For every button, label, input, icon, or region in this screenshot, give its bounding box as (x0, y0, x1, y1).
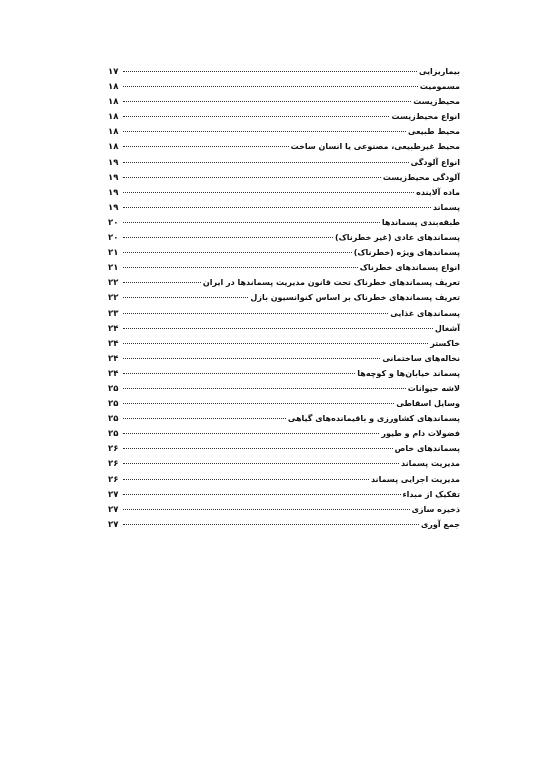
toc-entry-page: ۱۸ (108, 127, 119, 138)
toc-entry-page: ۲۷ (108, 489, 119, 500)
toc-dot-leader (123, 471, 369, 480)
toc-entry-title: انواع پسماندهای خطرناک (359, 263, 460, 273)
toc-entry[interactable] (108, 245, 460, 260)
toc-dot-leader (123, 501, 410, 510)
toc-dot-leader (123, 108, 389, 117)
toc-entry-page: ۲۶ (108, 474, 119, 485)
toc-entry-page: ۲۳ (108, 308, 119, 319)
toc-entry-title: طبقه‌بندی پسماندها (381, 217, 460, 227)
toc-dot-leader (123, 516, 419, 525)
toc-entry-page: ۲۴ (108, 338, 119, 349)
toc-entry[interactable] (108, 170, 460, 185)
toc-entry-page: ۲۵ (108, 383, 119, 394)
toc-entry[interactable] (108, 411, 460, 426)
toc-entry[interactable] (108, 502, 460, 517)
toc-dot-leader (123, 320, 433, 329)
toc-entry-page: ۲۰ (108, 233, 119, 244)
toc-dot-leader (123, 63, 417, 72)
toc-entry[interactable] (108, 94, 460, 109)
toc-entry-page: ۲۵ (108, 414, 119, 425)
toc-entry[interactable] (108, 124, 460, 139)
toc-entry-page: ۲۴ (108, 323, 119, 334)
toc-dot-leader (123, 305, 388, 314)
toc-dot-leader (123, 380, 406, 389)
toc-entry-page: ۱۹ (108, 172, 119, 183)
toc-entry-page: ۲۰ (108, 217, 119, 228)
toc-entry-page: ۲۷ (108, 504, 119, 515)
toc-entry[interactable] (108, 200, 460, 215)
toc-entry-title: تفکیک از مبداء (402, 489, 460, 499)
toc-dot-leader (123, 259, 358, 268)
toc-entry[interactable] (108, 79, 460, 94)
toc-entry[interactable] (108, 456, 460, 471)
toc-entry-title: تعریف پسماندهای خطرناک بر اساس کنوانسیون بازل (250, 293, 460, 303)
toc-entry[interactable] (108, 472, 460, 487)
toc-entry-title: بیماریزایی (418, 67, 460, 76)
toc-dot-leader (123, 410, 286, 419)
toc-entry[interactable] (108, 290, 460, 305)
toc-entry-page: ۱۸ (108, 142, 119, 153)
toc-entry[interactable] (108, 487, 460, 502)
toc-dot-leader (123, 365, 355, 374)
toc-entry-page: ۲۶ (108, 444, 119, 455)
toc-entry-title: پسماندهای خاص (394, 444, 460, 454)
toc-entry[interactable] (108, 139, 460, 154)
toc-entry[interactable] (108, 517, 460, 532)
toc-entry[interactable] (108, 306, 460, 321)
toc-entry[interactable] (108, 366, 460, 381)
toc-entry[interactable] (108, 155, 460, 170)
toc-entry-title: انواع محیط‌زیست (391, 112, 460, 122)
toc-dot-leader (123, 274, 201, 283)
toc-dot-leader (123, 244, 352, 253)
toc-entry[interactable] (108, 64, 460, 79)
toc-entry-title: پسماندهای ویژه (خطرناک) (353, 248, 460, 258)
toc-entry-page: ۱۸ (108, 82, 119, 93)
toc-entry-page: ۲۵ (108, 429, 119, 440)
toc-entry-title: وسایل اسقاطی (396, 399, 460, 409)
toc-dot-leader (123, 154, 409, 163)
toc-entry-page: ۱۸ (108, 97, 119, 108)
toc-dot-leader (123, 440, 393, 449)
toc-dot-leader (123, 350, 380, 359)
toc-entry-title: مسمومیت (419, 82, 460, 92)
toc-entry-title: ذخیره سازی (411, 504, 460, 514)
toc-entry[interactable] (108, 230, 460, 245)
toc-entry-title: فضولات دام و طیور (381, 429, 460, 439)
toc-entry-page: ۱۷ (108, 67, 119, 77)
toc-entry-page: ۲۷ (108, 519, 119, 530)
toc-entry-title: پسماندهای غذایی (390, 308, 460, 318)
toc-entry-page: ۲۱ (108, 248, 119, 259)
toc-dot-leader (123, 78, 418, 87)
toc-entry-title: محیط‌زیست (413, 97, 460, 107)
toc-entry-page: ۲۲ (108, 278, 119, 289)
table-of-contents (108, 64, 460, 532)
toc-entry[interactable] (108, 351, 460, 366)
toc-entry-title: ماده آلاینده (416, 187, 460, 197)
toc-entry-title: مدیریت پسماند (401, 459, 460, 469)
toc-entry[interactable] (108, 109, 460, 124)
toc-dot-leader (123, 335, 428, 344)
toc-dot-leader (123, 425, 379, 434)
toc-entry[interactable] (108, 260, 460, 275)
toc-entry[interactable] (108, 336, 460, 351)
toc-dot-leader (123, 199, 431, 208)
toc-entry-title: جمع آوری (420, 519, 460, 529)
toc-dot-leader (123, 229, 333, 238)
toc-entry-page: ۱۹ (108, 157, 119, 168)
toc-entry[interactable] (108, 215, 460, 230)
toc-dot-leader (123, 169, 381, 178)
toc-entry-title: خاکستر (430, 338, 460, 348)
toc-entry-page: ۲۴ (108, 353, 119, 364)
toc-entry-title: لاشه حیوانات (407, 383, 460, 393)
toc-entry-title: مدیریت اجرایی پسماند (370, 474, 460, 484)
toc-entry-page: ۲۶ (108, 459, 119, 470)
toc-dot-leader (123, 486, 401, 495)
toc-entry-page: ۱۹ (108, 202, 119, 213)
toc-entry-page: ۲۴ (108, 368, 119, 379)
toc-entry-title: پسماند خیابان‌ها و کوچه‌ها (357, 368, 460, 378)
toc-entry-title: آشغال (434, 323, 460, 333)
toc-dot-leader (123, 395, 394, 404)
toc-entry-title: تعریف پسماندهای خطرناک تحت قانون مدیریت پسماندها در ایران (202, 278, 460, 288)
toc-entry[interactable] (108, 396, 460, 411)
toc-entry-title: محیط طبیعی (407, 127, 460, 137)
toc-entry-title: محیط غیرطبیعی، مصنوعی یا انسان ساخت (290, 142, 460, 152)
toc-dot-leader (123, 93, 411, 102)
toc-entry-title: پسماندهای کشاورزی و باقیمانده‌های گیاهی (287, 414, 460, 424)
toc-entry-title: انواع آلودگی (410, 157, 460, 167)
toc-entry-page: ۲۲ (108, 293, 119, 304)
toc-entry-page: ۲۱ (108, 263, 119, 274)
toc-dot-leader (123, 455, 399, 464)
toc-entry[interactable] (108, 441, 460, 456)
toc-dot-leader (123, 184, 414, 193)
toc-entry-title: پسماندهای عادی (غیر خطرناک) (334, 233, 460, 243)
toc-dot-leader (123, 138, 289, 147)
toc-dot-leader (123, 123, 406, 132)
toc-entry[interactable] (108, 426, 460, 441)
toc-entry-title: نخاله‌های ساختمانی (382, 353, 460, 363)
toc-entry-title: پسماند (432, 202, 460, 212)
toc-entry[interactable] (108, 381, 460, 396)
toc-entry-page: ۱۸ (108, 112, 119, 123)
toc-entry-page: ۲۵ (108, 399, 119, 410)
toc-entry[interactable] (108, 321, 460, 336)
toc-dot-leader (123, 214, 380, 223)
toc-dot-leader (123, 289, 248, 298)
toc-entry[interactable] (108, 185, 460, 200)
toc-entry[interactable] (108, 275, 460, 290)
toc-entry-page: ۱۹ (108, 187, 119, 198)
toc-entry-title: آلودگی محیط‌زیست (382, 172, 460, 182)
